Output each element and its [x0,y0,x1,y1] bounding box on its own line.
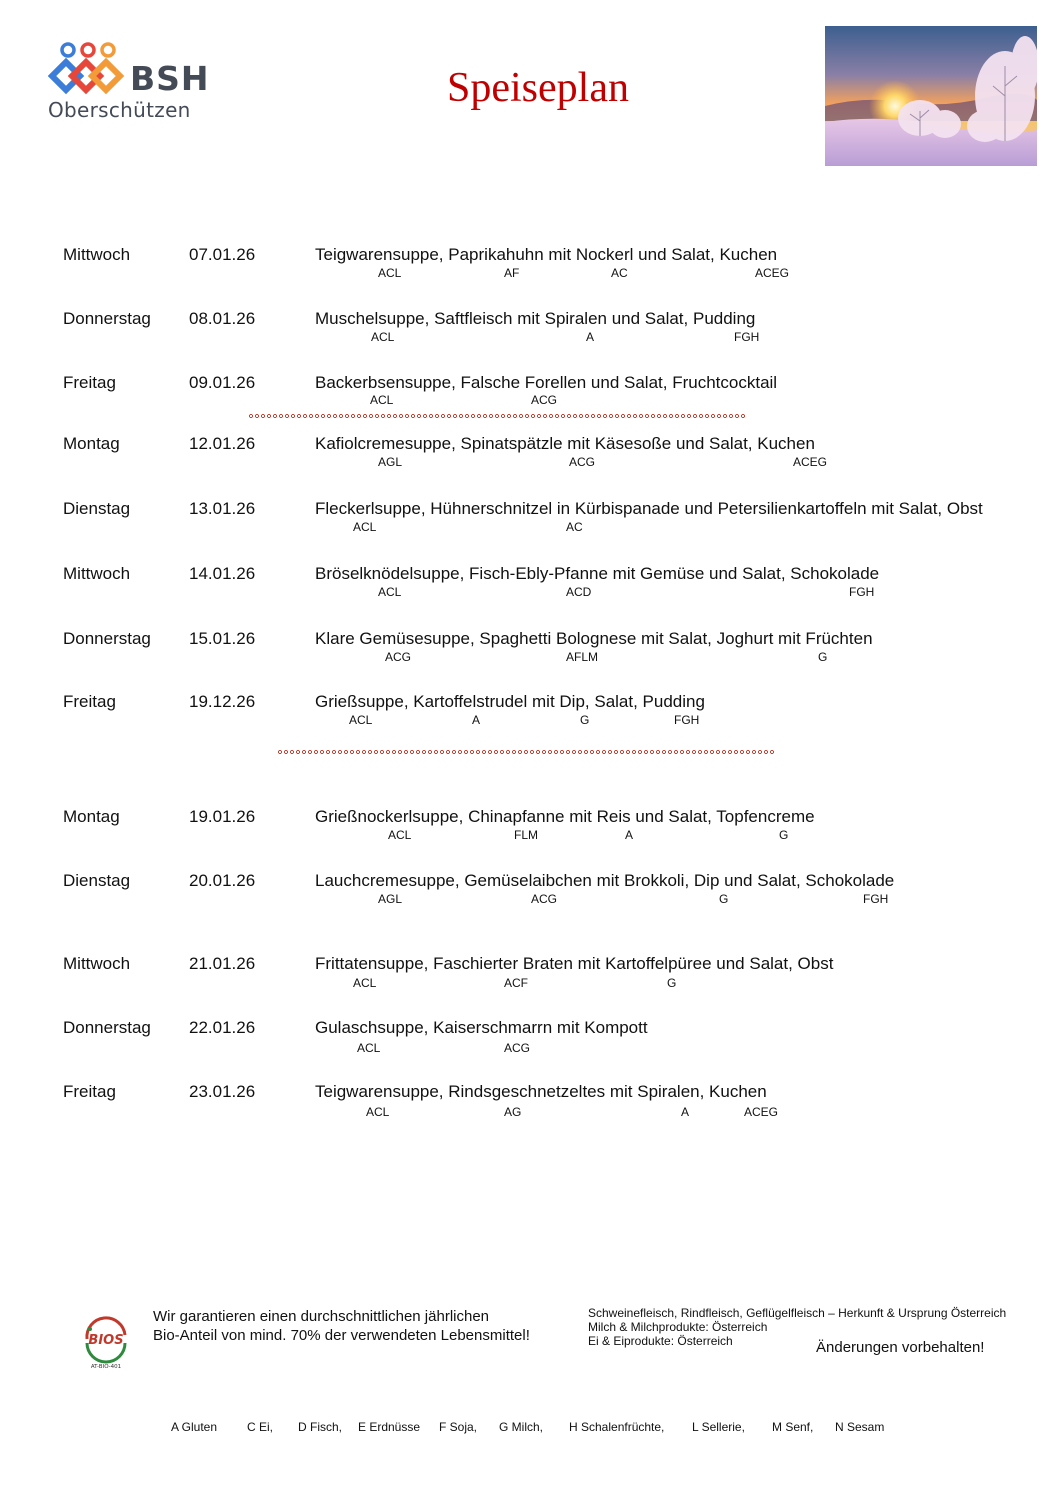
allergen-legend-item: N Sesam [835,1420,885,1434]
menu-row [0,1018,1058,1058]
menu-row [0,807,1058,847]
logo-subtitle: Oberschützen [48,98,191,122]
menu-row [0,434,1058,474]
allergen-code: A [586,330,595,344]
allergen-legend-item: C Ei, [247,1420,274,1434]
allergen-code: FGH [849,585,875,599]
meal-text: Grießsuppe, Kartoffelstrudel mit Dip, Salat, Pudding [315,692,705,711]
menu-row [0,309,1058,349]
bio-guarantee-text [153,1307,530,1345]
date-label: 22.01.26 [189,1018,256,1037]
date-label: 09.01.26 [189,373,256,392]
day-label: Donnerstag [63,1018,151,1037]
allergen-code: ACL [353,520,377,534]
allergen-code: FGH [734,330,760,344]
week-divider [248,413,746,419]
allergen-code: AG [504,1105,522,1119]
day-label: Dienstag [63,499,131,518]
page-title: Speiseplan [447,65,629,111]
allergen-code: AGL [378,892,403,906]
menu-row [0,373,1058,413]
origin-milk: Milch & Milchprodukte: Österreich [588,1320,768,1334]
date-label: 19.12.26 [189,692,256,711]
day-label: Mittwoch [63,954,131,973]
allergen-legend-item: E Erdnüsse [358,1420,421,1434]
allergen-code: ACL [353,976,377,990]
meal-text: Teigwarensuppe, Rindsgeschnetzeltes mit Spiralen, Kuchen [315,1082,767,1101]
allergen-legend-item: L Sellerie, [692,1420,745,1434]
bio-seal-label: BIOS [88,1333,124,1348]
allergen-code: G [719,892,729,906]
bio-guarantee-line-1: Wir garantieren einen durchschnittlichen jährlichen [153,1308,490,1325]
allergen-code: FGH [863,892,889,906]
allergen-code: G [667,976,677,990]
allergen-code: FGH [674,713,700,727]
allergen-code: AFLM [566,650,599,664]
allergen-code: ACL [378,585,402,599]
allergen-code: ACL [388,828,412,842]
menu-row [0,499,1058,539]
meal-text: Fleckerlsuppe, Hühnerschnitzel in Kürbispanade und Petersilienkartoffeln mit Salat, Obst [315,499,983,518]
date-label: 08.01.26 [189,309,256,328]
meal-text: Frittatensuppe, Faschierter Braten mit Kartoffelpüree und Salat, Obst [315,954,834,973]
day-label: Mittwoch [63,245,131,264]
date-label: 19.01.26 [189,807,256,826]
meal-text: Gulaschsuppe, Kaiserschmarrn mit Kompott [315,1018,648,1037]
allergen-code: FLM [514,828,538,842]
allergen-legend-item: D Fisch, [298,1420,343,1434]
menu-row [0,1082,1058,1122]
winter-sunset-photo [825,26,1037,166]
allergen-legend-item: H Schalenfrüchte, [569,1420,665,1434]
allergen-code: ACL [378,266,402,280]
menu-row [0,629,1058,669]
day-label: Mittwoch [63,564,131,583]
date-label: 23.01.26 [189,1082,256,1101]
allergen-code: ACL [349,713,373,727]
allergen-code: ACG [531,892,558,906]
allergen-code: G [779,828,789,842]
origin-egg: Ei & Eiprodukte: Österreich [588,1334,733,1348]
date-label: 13.01.26 [189,499,256,518]
bio-seal [79,1313,133,1371]
changes-notice: Änderungen vorbehalten! [816,1339,985,1356]
meal-text: Kafiolcremesuppe, Spinatspätzle mit Käsesoße und Salat, Kuchen [315,434,815,453]
day-label: Freitag [63,373,116,392]
allergen-code: ACEG [793,455,828,469]
meal-text: Bröselknödelsuppe, Fisch-Ebly-Pfanne mit Gemüse und Salat, Schokolade [315,564,880,583]
meal-text: Grießnockerlsuppe, Chinapfanne mit Reis und Salat, Topfencreme [315,807,815,826]
allergen-code: ACG [504,1041,531,1055]
allergen-code: ACF [504,976,528,990]
allergen-code: G [580,713,590,727]
allergen-code: ACEG [744,1105,779,1119]
date-label: 12.01.26 [189,434,256,453]
allergen-code: ACL [357,1041,381,1055]
meal-text: Lauchcremesuppe, Gemüselaibchen mit Brokkoli, Dip und Salat, Schokolade [315,871,895,890]
allergen-code: AF [504,266,520,280]
allergen-code: ACL [371,330,395,344]
allergen-code: AC [566,520,583,534]
day-label: Montag [63,807,120,826]
date-label: 15.01.26 [189,629,256,648]
allergen-code: A [472,713,481,727]
menu-row [0,954,1058,994]
allergen-code: ACL [370,393,394,407]
week-divider [277,749,775,755]
bio-guarantee-line-2: Bio-Anteil von mind. 70% der verwendeten Lebensmittel! [153,1327,530,1344]
day-label: Donnerstag [63,309,151,328]
menu-row [0,692,1058,732]
allergen-code: ACD [566,585,592,599]
date-label: 14.01.26 [189,564,256,583]
day-label: Freitag [63,692,116,711]
allergen-code: ACEG [755,266,790,280]
logo-name: BSH [130,59,210,98]
day-label: Montag [63,434,120,453]
day-label: Freitag [63,1082,116,1101]
allergen-code: ACG [531,393,558,407]
allergen-legend-item: A Gluten [171,1420,218,1434]
allergen-code: ACG [569,455,596,469]
day-label: Donnerstag [63,629,151,648]
date-label: 21.01.26 [189,954,256,973]
day-label: Dienstag [63,871,131,890]
allergen-legend-item: G Milch, [499,1420,544,1434]
meal-text: Backerbsensuppe, Falsche Forellen und Salat, Fruchtcocktail [315,373,778,392]
allergen-legend-item: M Senf, [772,1420,814,1434]
date-label: 20.01.26 [189,871,256,890]
meal-text: Teigwarensuppe, Paprikahuhn mit Nockerl und Salat, Kuchen [315,245,778,264]
allergen-code: AGL [378,455,403,469]
allergen-code: A [625,828,634,842]
meal-text: Klare Gemüsesuppe, Spaghetti Bolognese mit Salat, Joghurt mit Früchten [315,629,873,648]
date-label: 07.01.26 [189,245,256,264]
menu-row [0,245,1058,285]
meal-text: Muschelsuppe, Saftfleisch mit Spiralen und Salat, Pudding [315,309,756,328]
menu-row [0,871,1058,911]
menu-row [0,564,1058,604]
allergen-code: A [681,1105,690,1119]
allergen-code: ACG [385,650,412,664]
allergen-code: ACL [366,1105,390,1119]
bio-cert-number: AT-BIO-401 [90,1364,122,1370]
origin-meat: Schweinefleisch, Rindfleisch, Geflügelfleisch – Herkunft & Ursprung Österreich [588,1306,1007,1320]
allergen-legend-item: F Soja, [439,1420,478,1434]
allergen-code: G [818,650,828,664]
allergen-code: AC [611,266,628,280]
